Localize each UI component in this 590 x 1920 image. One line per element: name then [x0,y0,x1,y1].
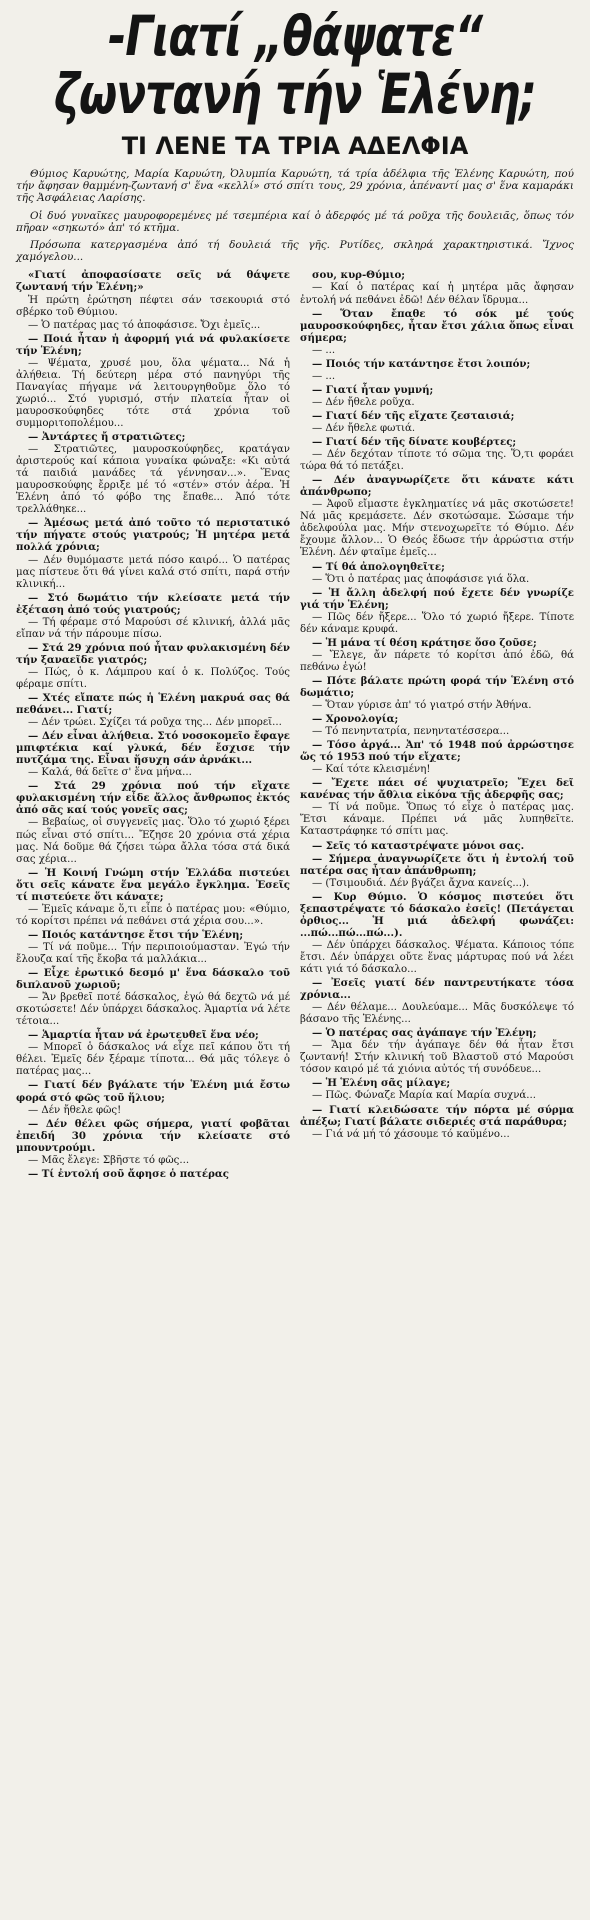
interview-answer: — Τή φέραμε στό Μαρούσι σέ κλινική, ἀλλά μᾶς εἴπαν νά τήν πάρουμε πίσω. [16,616,290,640]
interview-question: «Γιατί ἀποφασίσατε σεῖς νά θάψετε ζωντανή τήν Ἑλένη;» [16,269,290,294]
interview-question: — Ὅταν ἔπαθε τό σόκ μέ τούς μαυροσκούφηδες, ἦταν ἔτσι χάλια ὅπως εἶναι σήμερα; [300,307,574,344]
interview-answer: — Στρατιῶτες, μαυροσκούφηδες, κρατάγαν ἀριστερούς καί κάποια γυναίκα φώναξε: «Κι αὐτά τά παιδιά μανάδες τά γέννησαν...». Ἕνας μαυροσκούφης ἔρριξε μέ τό «στέν» στόν ἀέρα. Ἡ Ἑλένη ἀπό τό φόβο της ἔπαθε... Ἀπό τότε τρελλάθηκε... [16,444,290,516]
interview-question: — Τί ἐντολή σοῦ ἄφησε ὁ πατέρας [28,1167,229,1180]
interview-question: — Πότε βάλατε πρώτη φορά τήν Ἑλένη στό δωμάτιο; [300,674,574,699]
interview-question: — Ἀντάρτες ἤ στρατιῶτες; [28,431,186,444]
interview-answer: — Βεβαίως, οἱ συγγενεῖς μας. Ὅλο τό χωριό ξέρει πώς εἶναι στό σπίτι... Ἔζησε 20 χρόνια στά χέρια μας. Νά δοῦμε θά ζήσει τώρα ἄλλα τόσα στά δικά σας χέρια... [16,817,290,865]
interview-answer: — Ἀφοῦ εἴμαστε ἐγκληματίες νά μᾶς σκοτώσετε! Νά μᾶς κρεμάσετε. Δέν σκοτώσαμε. Σώσαμε τήν ἀδελφούλα μας. Μήν στενοχωρεῖτε τό Θύμιο. Δέν ἔχουμε ἄλλον... Ὁ Θεός ἔδωσε τήν ἀρρώστια στήν Ἑλένη. Δέν φταῖμε ἐμεῖς... [300,499,574,559]
lead-paragraph: Οἱ δυό γυναῖκες μαυροφορεμένες μέ τσεμπέρια καί ὁ ἀδερφός μέ τά ροῦχα τῆς δουλειᾶς, ὅπως τόν πῆραν «σηκωτό» ἀπ' τό κτῆμα. [16,209,574,234]
subheading: ΤΙ ΛΕΝΕ ΤΑ ΤΡΙΑ ΑΔΕΛΦΙΑ [121,132,469,160]
interview-answer: — Ἄν βρεθεῖ ποτέ δάσκαλος, ἐγώ θά δεχτῶ νά μέ σκοτώσετε! Δέν ὑπάρχει δάσκαλος. Ἁμαρτία νά λέτε τέτοια... [16,992,290,1028]
lead-paragraphs [16,168,574,263]
interview-question: — Ποιός κατάντησε ἔτσι τήν Ἑλένη; [28,928,244,941]
headline-line-2: ζωντανή τήν Ἑλένη; [53,63,536,127]
interview-question: — Σήμερα ἀναγνωρίζετε ὅτι ἡ ἐντολή τοῦ πατέρα σας ἦταν ἀπάνθρωπη; [300,852,574,877]
interview-answer: — Δέν ἤθελε ροῦχα. [312,396,415,408]
article-column-left [16,269,290,1180]
interview-answer: — Ὅτι ὁ πατέρας μας ἀποφάσισε γιά ὅλα. [312,573,530,585]
interview-answer: — Δέν ἤθελε φωτιά. [312,422,416,434]
interview-question: — Ὁ πατέρας σας ἀγάπαγε τήν Ἑλένη; [312,1027,537,1040]
interview-answer: — Δέν θυμόμαστε μετά πόσο καιρό... Ὁ πατέρας μας πίστευε ὅτι θά γίνει καλά στό σπίτι, παρά στήν κλινική... [16,554,290,590]
interview-answer: — Πῶς δέν ἤξερε... Ὅλο τό χωριό ἤξερε. Τίποτε δέν κάναμε κρυφά. [300,611,574,635]
interview-question: — Στό δωμάτιο τήν κλείσατε μετά τήν ἐξέταση ἀπό τούς γιατρούς; [16,591,290,616]
interview-question: — Χτές εἴπατε πώς ἡ Ἑλένη μακρυά σας θά πεθάνει... Γιατί; [16,692,290,717]
interview-answer: — Ὅταν γύρισε ἀπ' τό γιατρό στήν Ἀθήνα. [312,700,532,712]
interview-question: — Εἶχε ἐρωτικό δεσμό μ' ἕνα δάσκαλο τοῦ διπλανοῦ χωριοῦ; [16,967,290,992]
interview-question: — Στά 29 χρόνια πού τήν εἴχατε φυλακισμένη τήν εἶδε ἄλλος ἄνθρωπος ἐκτός ἀπό σᾶς καί τούς γονεῖς σας; [16,780,290,817]
interview-question: — Ἁμαρτία ἦταν νά ἐρωτευθεῖ ἕνα νέο; [28,1029,259,1042]
interview-question: — Κυρ Θύμιο. Ὁ κόσμος πιστεύει ὅτι ξεπαστρέψατε τό δάσκαλο ἐσεῖς! (Πετάγεται ὀρθιος... Ἡ μιά ἀδελφή φωνάζει: ...πώ...πώ...πώ...). [300,890,574,939]
interview-question: — Γιατί δέν βγάλατε τήν Ἑλένη μιά ἔστω φορά στό φῶς τοῦ ἥλιου; [16,1079,290,1104]
interview-answer: — Δέν ὑπάρχει δάσκαλος. Ψέματα. Κάποιος τόπε ἔτσι. Δέν ὑπάρχει οὔτε ἕνας μάρτυρας πού νά λέει κάτι γιά τό δάσκαλο... [300,939,574,975]
interview-question: — Ἡ μάνα τί θέση κράτησε ὅσο ζοῦσε; [312,636,537,649]
interview-question: — Δέν εἶναι ἀλήθεια. Στό νοσοκομεῖο ἔφαγε μπιφτέκια καί γλυκά, δέν ἔσχισε τήν πυτζάμα της. Εἶναι ἥσυχη σάν ἀρνάκι... [16,730,290,767]
article-columns [16,269,574,1180]
interview-question: — Ἡ Ἑλένη σᾶς μίλαγε; [312,1077,451,1090]
interview-answer: — Ἔλεγε, ἄν πάρετε τό κορίτσι ἀπό ἐδῶ, θά πεθάνω ἐγώ! [300,649,574,673]
interview-answer: — Καί τότε κλεισμένη! [312,764,431,776]
interview-answer: — Δέν δεχόταν τίποτε τό σῶμα της. Ὅ,τι φοράει τώρα θά τό πετάξει. [300,449,574,473]
interview-question: — Χρονολογία; [312,713,399,726]
interview-answer: — Ὁ πατέρας μας τό ἀποφάσισε. Ὄχι ἐμεῖς... [28,319,261,331]
interview-answer: — Καλά, θά δεῖτε σ' ἕνα μήνα... [28,767,192,779]
interview-question: — Ποιός τήν κατάντησε ἔτσι λοιπόν; [312,357,531,370]
interview-question: — Ἡ Κοινή Γνώμη στήν Ἑλλάδα πιστεύει ὅτι σεῖς κάνατε ἕνα μεγάλο ἔγκλημα. Ἐσεῖς τί πιστεύετε ὅτι κάνατε; [16,866,290,903]
interview-answer: — Γιά νά μή τό χάσουμε τό καϋμένο... [312,1128,510,1140]
interview-answer: — Ψέματα, χρυσέ μου, ὅλα ψέματα... Νά ἡ ἀλήθεια. Τή δεύτερη μέρα στό πανηγύρι τῆς Παναγίας πήγαμε νά λειτουργηθοῦμε ὅλο τό χωριό... Στό γυρισμό, στήν πλατεία ἦταν οἱ μαυροσκούφηδες τότε στά χρόνια τοῦ συμμοριτοπολέμου... [16,357,290,429]
interview-answer: — Δέν θέλαμε... Δουλεύαμε... Μᾶς δυσκόλεψε τό βάσανο τῆς Ἑλένης... [300,1002,574,1026]
interview-question: — Ἔχετε πάει σέ ψυχιατρεῖο; Ἔχει δεῖ κανένας τήν ἄθλια εἰκόνα τῆς ἀδερφῆς σας; [300,777,574,802]
interview-answer: — Μπορεῖ ὁ δάσκαλος νά εἶχε πεῖ κάπου ὅτι τή θέλει. Ἐμεῖς δέν ξέραμε τίποτα... Θά μᾶς τόλεγε ὁ πατέρας μας... [16,1042,290,1078]
interview-question: — Σεῖς τό καταστρέψατε μόνοι σας. [312,839,525,852]
interview-answer: — Ἐμεῖς κάναμε ὅ,τι εἶπε ὁ πατέρας μου: «Θύμιο, τό κορίτσι πρέπει νά πεθάνει στά χέρια σου...». [16,903,290,927]
interview-answer: — Τό πενηντατρία, πενηντατέσσερα... [312,726,510,738]
interview-question: — Ἐσεῖς γιατί δέν παντρευτήκατε τόσα χρόνια... [300,977,574,1002]
interview-question: — Γιατί κλειδώσατε τήν πόρτα μέ σύρμα ἀπέξω; Γιατί βάλατε σιδεριές στά παράθυρα; [300,1103,574,1128]
interview-answer: — Τί νά ποῦμε... Τήν περιποιούμασταν. Ἐγώ τήν ἔλουζα καί τῆς ἔκοβα τά μαλλάκια... [16,941,290,965]
interview-question: — Ἡ ἄλλη ἀδελφή πού ἔχετε δέν γνωρίζε γιά τήν Ἑλένη; [300,586,574,611]
interview-question: — Τόσο ἀργά... Ἀπ' τό 1948 πού ἀρρώστησε ὥς τό 1953 πού τήν εἴχατε; [300,739,574,764]
interview-answer: — (Τσιμουδιά. Δέν βγάζει ἄχνα κανείς...). [312,877,530,889]
interview-question: — Στά 29 χρόνια πού ἦταν φυλακισμένη δέν τήν ξαναεῖδε γιατρός; [16,641,290,666]
interview-answer: — Πώς, ὁ κ. Λάμπρου καί ὁ κ. Πολύζος. Τούς φέραμε σπίτι. [16,666,290,690]
interview-question: — Δέν ἀναγνωρίζετε ὅτι κάνατε κάτι ἀπάνθρωπο; [300,474,574,499]
interview-question: σου, κυρ-Θύμιο; [312,269,406,282]
interview-question: — Γιατί ἦταν γυμνή; [312,383,434,396]
interview-answer: — Πῶς. Φώναζε Μαρία καί Μαρία συχνά... [312,1090,536,1102]
interview-answer: — ... [312,370,336,382]
interview-question: — Δέν θέλει φῶς σήμερα, γιατί φοβᾶται ἐπειδή 30 χρόνια τήν κλείσατε στό μπουντρούμι. [16,1117,290,1154]
interview-answer: — Δέν ἤθελε φῶς! [28,1104,122,1116]
lead-paragraph: Θύμιος Καρυώτης, Μαρία Καρυώτη, Ὀλυμπία Καρυώτη, τά τρία ἀδέλφια τῆς Ἑλένης Καρυώτη, πού τήν ἄφησαν θαμμένη-ζωντανή σ' ἕνα «κελλί» στό σπίτι τους, 29 χρόνια, ἀπέναντί μας σ' ἕνα καμαράκι τῆς Ἀσφάλειας Λαρίσης. [16,168,574,205]
interview-answer: — Καί ὁ πατέρας καί ἡ μητέρα μᾶς ἄφησαν ἐντολή νά πεθάνει ἐδῶ! Δέν θέλαν ἴδρυμα... [300,282,574,306]
interview-question: — Γιατί δέν τῆς δίνατε κουβέρτες; [312,436,517,449]
headline-line-1: -Γιατί „θάψατε“ [107,5,483,69]
lead-paragraph: Πρόσωπα κατεργασμένα ἀπό τή δουλειά τῆς γῆς. Ρυτίδες, σκληρά χαρακτηριστικά. Ἴχνος χαμόγελου... [16,239,574,264]
interview-question: — Ἀμέσως μετά ἀπό τοῦτο τό περιστατικό τήν πήγατε στούς γιατρούς; Ἡ μητέρα μετά πολλά χρόνια; [16,517,290,554]
interview-question: — Τί θά ἀπολογηθεῖτε; [312,560,445,573]
article-column-right [300,269,574,1180]
interview-answer: — ... [312,344,336,356]
interview-answer: — Δέν τρώει. Σχίζει τά ροῦχα της... Δέν μπορεῖ... [28,717,282,729]
interview-answer: — Τί νά ποῦμε. Ὅπως τό εἶχε ὁ πατέρας μας. Ἔτσι κάναμε. Πρέπει νά μᾶς λυπηθεῖτε. Καταστράφηκε τό σπίτι μας. [300,802,574,838]
interview-question: — Γιατί δέν τῆς εἴχατε ζεσταισιά; [312,409,515,422]
interview-answer: — Μᾶς ἔλεγε: Σβῆστε τό φῶς... [28,1154,190,1166]
interview-answer: Ἡ πρώτη ἐρώτηση πέφτει σάν τσεκουριά στό σβέρκο τοῦ Θύμιου. [16,294,290,318]
interview-question: — Ποιά ἦταν ἡ ἀφορμή γιά νά φυλακίσετε τήν Ἑλένη; [16,332,290,357]
interview-answer: — Ἄμα δέν τήν ἀγάπαγε δέν θά ἦταν ἔτσι ζωντανή! Στήν κλινική τοῦ Βλαστοῦ στό Μαρούσι τόσον καιρό μέ τά χιόνια αὐτός τή συνόδευε... [300,1040,574,1076]
